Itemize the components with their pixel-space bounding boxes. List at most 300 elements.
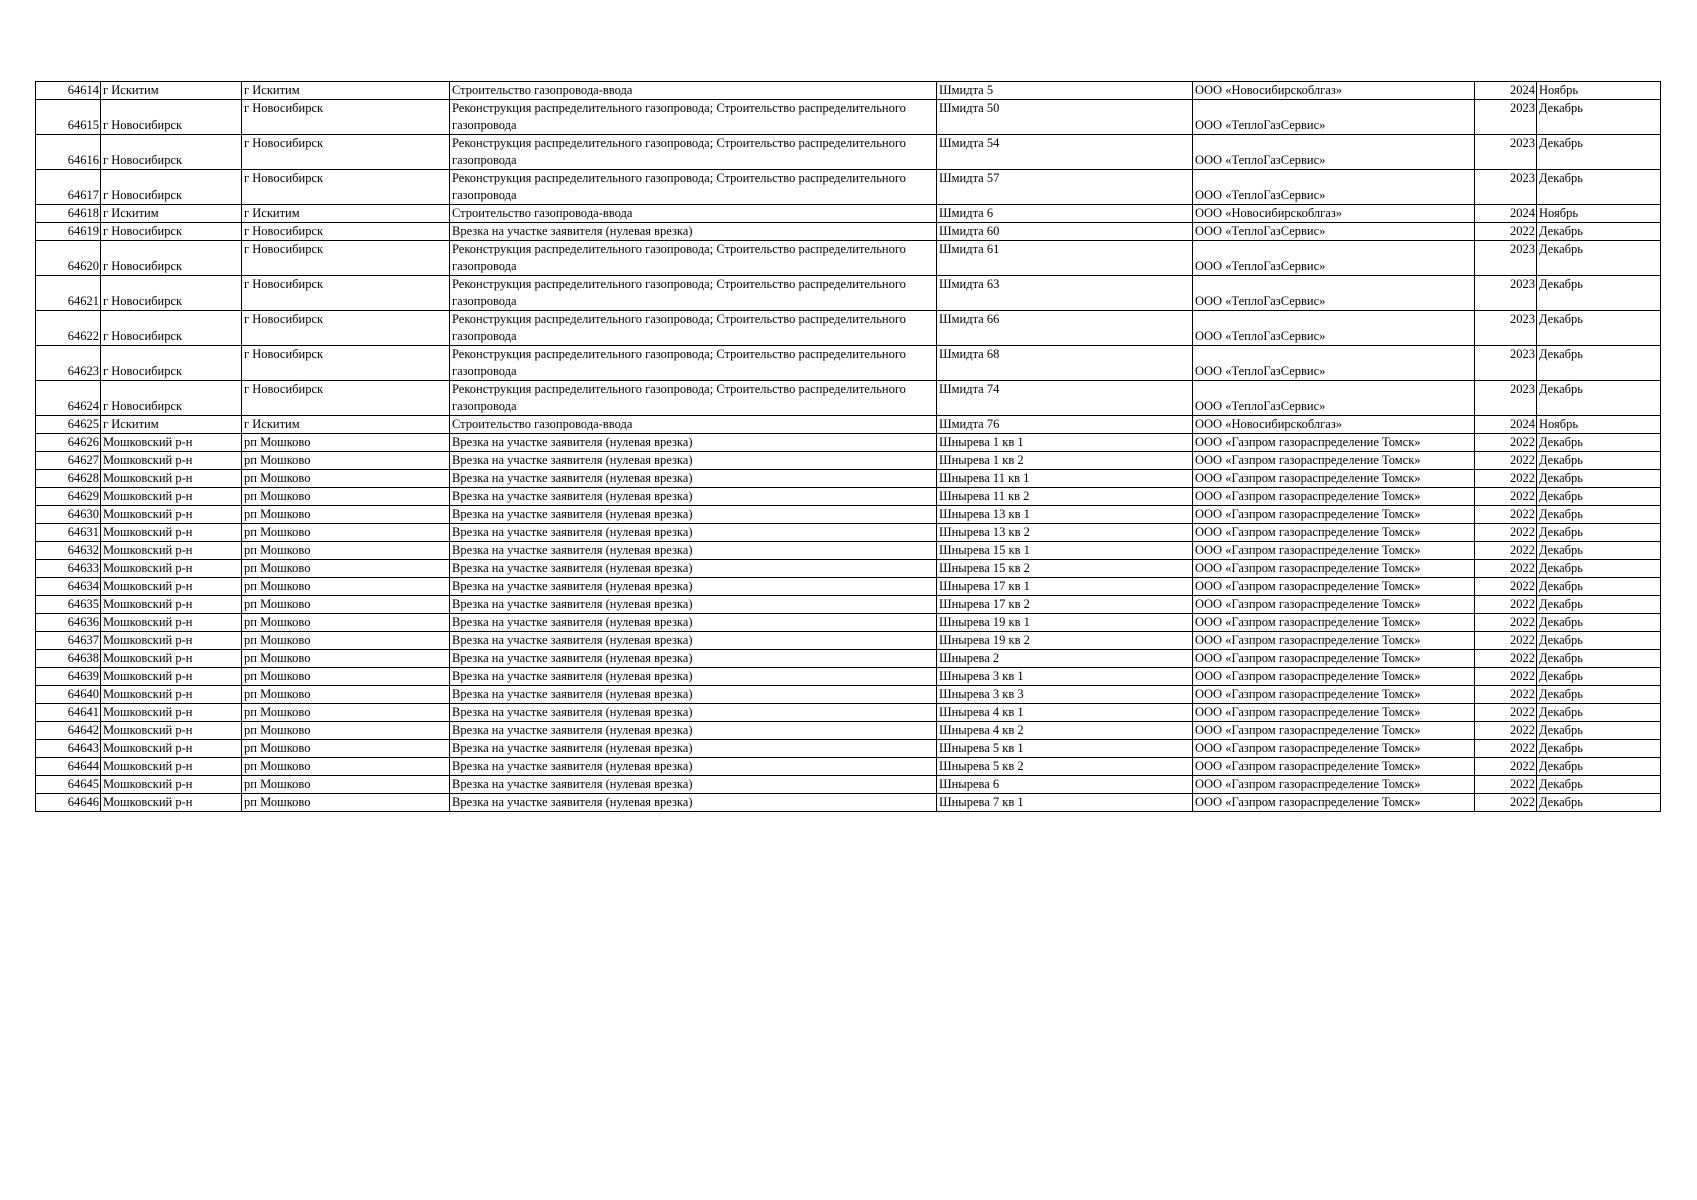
organization-cell: ООО «Газпром газораспределение Томск» <box>1193 740 1475 758</box>
district-cell: Мошковский р-н <box>101 488 242 506</box>
work-type-cell: Врезка на участке заявителя (нулевая врезка) <box>450 542 937 560</box>
settlement-cell: г Новосибирск <box>242 223 450 241</box>
settlement-cell: рп Мошково <box>242 434 450 452</box>
month-cell: Декабрь <box>1537 223 1661 241</box>
address-cell: Шнырева 7 кв 1 <box>937 794 1193 812</box>
row-id-cell: 64623 <box>36 346 101 381</box>
year-cell: 2022 <box>1475 776 1537 794</box>
district-cell: Мошковский р-н <box>101 434 242 452</box>
table-row <box>36 650 1661 668</box>
month-cell: Декабрь <box>1537 560 1661 578</box>
month-cell: Декабрь <box>1537 434 1661 452</box>
year-cell: 2023 <box>1475 311 1537 346</box>
month-cell: Декабрь <box>1537 776 1661 794</box>
organization-cell: ООО «Газпром газораспределение Томск» <box>1193 632 1475 650</box>
row-id-cell: 64631 <box>36 524 101 542</box>
year-cell: 2024 <box>1475 205 1537 223</box>
address-cell: Шнырева 17 кв 1 <box>937 578 1193 596</box>
address-cell: Шмидта 63 <box>937 276 1193 311</box>
settlement-cell: рп Мошково <box>242 740 450 758</box>
work-type-cell: Врезка на участке заявителя (нулевая врезка) <box>450 434 937 452</box>
row-id-cell: 64614 <box>36 82 101 100</box>
district-cell: Мошковский р-н <box>101 722 242 740</box>
work-type-cell: Врезка на участке заявителя (нулевая врезка) <box>450 223 937 241</box>
organization-cell: ООО «Новосибирскоблгаз» <box>1193 82 1475 100</box>
organization-cell: ООО «Новосибирскоблгаз» <box>1193 205 1475 223</box>
year-cell: 2022 <box>1475 632 1537 650</box>
document-sheet <box>35 81 1660 812</box>
table-row <box>36 542 1661 560</box>
row-id-cell: 64624 <box>36 381 101 416</box>
table-row <box>36 223 1661 241</box>
address-cell: Шнырева 4 кв 1 <box>937 704 1193 722</box>
settlement-cell: рп Мошково <box>242 722 450 740</box>
month-cell: Декабрь <box>1537 100 1661 135</box>
work-type-cell: Врезка на участке заявителя (нулевая врезка) <box>450 524 937 542</box>
district-cell: Мошковский р-н <box>101 614 242 632</box>
row-id-cell: 64620 <box>36 241 101 276</box>
work-type-cell: Реконструкция распределительного газопровода; Строительство распределительного газопровода <box>450 381 937 416</box>
month-cell: Декабрь <box>1537 524 1661 542</box>
address-cell: Шмидта 76 <box>937 416 1193 434</box>
table-row <box>36 560 1661 578</box>
row-id-cell: 64644 <box>36 758 101 776</box>
settlement-cell: г Новосибирск <box>242 135 450 170</box>
table-row <box>36 100 1661 135</box>
year-cell: 2022 <box>1475 470 1537 488</box>
settlement-cell: г Новосибирск <box>242 346 450 381</box>
table-row <box>36 776 1661 794</box>
row-id-cell: 64639 <box>36 668 101 686</box>
settlement-cell: рп Мошково <box>242 758 450 776</box>
year-cell: 2022 <box>1475 542 1537 560</box>
work-type-cell: Строительство газопровода-ввода <box>450 205 937 223</box>
organization-cell: ООО «ТеплоГазСервис» <box>1193 311 1475 346</box>
year-cell: 2022 <box>1475 794 1537 812</box>
organization-cell: ООО «Газпром газораспределение Томск» <box>1193 776 1475 794</box>
work-type-cell: Реконструкция распределительного газопровода; Строительство распределительного газопровода <box>450 311 937 346</box>
address-cell: Шмидта 50 <box>937 100 1193 135</box>
year-cell: 2024 <box>1475 82 1537 100</box>
organization-cell: ООО «Газпром газораспределение Томск» <box>1193 452 1475 470</box>
address-cell: Шнырева 3 кв 1 <box>937 668 1193 686</box>
year-cell: 2022 <box>1475 488 1537 506</box>
row-id-cell: 64619 <box>36 223 101 241</box>
organization-cell: ООО «ТеплоГазСервис» <box>1193 276 1475 311</box>
month-cell: Декабрь <box>1537 381 1661 416</box>
address-cell: Шмидта 57 <box>937 170 1193 205</box>
settlement-cell: г Новосибирск <box>242 100 450 135</box>
settlement-cell: г Новосибирск <box>242 170 450 205</box>
organization-cell: ООО «ТеплоГазСервис» <box>1193 346 1475 381</box>
district-cell: Мошковский р-н <box>101 758 242 776</box>
address-cell: Шнырева 13 кв 1 <box>937 506 1193 524</box>
row-id-cell: 64630 <box>36 506 101 524</box>
year-cell: 2022 <box>1475 704 1537 722</box>
district-cell: Мошковский р-н <box>101 560 242 578</box>
organization-cell: ООО «Газпром газораспределение Томск» <box>1193 560 1475 578</box>
month-cell: Ноябрь <box>1537 416 1661 434</box>
month-cell: Декабрь <box>1537 241 1661 276</box>
table-row <box>36 488 1661 506</box>
row-id-cell: 64621 <box>36 276 101 311</box>
table-row <box>36 241 1661 276</box>
month-cell: Декабрь <box>1537 488 1661 506</box>
work-type-cell: Врезка на участке заявителя (нулевая врезка) <box>450 722 937 740</box>
month-cell: Декабрь <box>1537 276 1661 311</box>
district-cell: Мошковский р-н <box>101 452 242 470</box>
table-row <box>36 686 1661 704</box>
district-cell: г Искитим <box>101 416 242 434</box>
organization-cell: ООО «Газпром газораспределение Томск» <box>1193 596 1475 614</box>
row-id-cell: 64640 <box>36 686 101 704</box>
table-row <box>36 205 1661 223</box>
organization-cell: ООО «ТеплоГазСервис» <box>1193 381 1475 416</box>
organization-cell: ООО «Газпром газораспределение Томск» <box>1193 506 1475 524</box>
work-type-cell: Врезка на участке заявителя (нулевая врезка) <box>450 470 937 488</box>
district-cell: Мошковский р-н <box>101 632 242 650</box>
address-cell: Шнырева 13 кв 2 <box>937 524 1193 542</box>
district-cell: Мошковский р-н <box>101 524 242 542</box>
work-type-cell: Строительство газопровода-ввода <box>450 416 937 434</box>
settlement-cell: г Новосибирск <box>242 276 450 311</box>
address-cell: Шмидта 60 <box>937 223 1193 241</box>
row-id-cell: 64634 <box>36 578 101 596</box>
table-row <box>36 794 1661 812</box>
organization-cell: ООО «Газпром газораспределение Томск» <box>1193 704 1475 722</box>
row-id-cell: 64616 <box>36 135 101 170</box>
table-row <box>36 452 1661 470</box>
year-cell: 2023 <box>1475 100 1537 135</box>
organization-cell: ООО «Газпром газораспределение Томск» <box>1193 722 1475 740</box>
year-cell: 2022 <box>1475 524 1537 542</box>
settlement-cell: рп Мошково <box>242 668 450 686</box>
month-cell: Декабрь <box>1537 578 1661 596</box>
row-id-cell: 64638 <box>36 650 101 668</box>
work-type-cell: Реконструкция распределительного газопровода; Строительство распределительного газопровода <box>450 346 937 381</box>
month-cell: Декабрь <box>1537 170 1661 205</box>
district-cell: г Новосибирск <box>101 170 242 205</box>
address-cell: Шмидта 74 <box>937 381 1193 416</box>
district-cell: г Новосибирск <box>101 276 242 311</box>
address-cell: Шнырева 1 кв 1 <box>937 434 1193 452</box>
settlement-cell: рп Мошково <box>242 686 450 704</box>
organization-cell: ООО «Газпром газораспределение Томск» <box>1193 614 1475 632</box>
work-type-cell: Врезка на участке заявителя (нулевая врезка) <box>450 740 937 758</box>
month-cell: Декабрь <box>1537 506 1661 524</box>
month-cell: Декабрь <box>1537 470 1661 488</box>
settlement-cell: г Искитим <box>242 416 450 434</box>
year-cell: 2023 <box>1475 381 1537 416</box>
table-row <box>36 346 1661 381</box>
address-cell: Шнырева 15 кв 1 <box>937 542 1193 560</box>
month-cell: Декабрь <box>1537 758 1661 776</box>
district-cell: г Новосибирск <box>101 100 242 135</box>
district-cell: Мошковский р-н <box>101 704 242 722</box>
table-row <box>36 668 1661 686</box>
district-cell: Мошковский р-н <box>101 578 242 596</box>
organization-cell: ООО «ТеплоГазСервис» <box>1193 100 1475 135</box>
district-cell: Мошковский р-н <box>101 506 242 524</box>
organization-cell: ООО «Газпром газораспределение Томск» <box>1193 470 1475 488</box>
address-cell: Шмидта 6 <box>937 205 1193 223</box>
district-cell: г Искитим <box>101 82 242 100</box>
table-row <box>36 596 1661 614</box>
table-row <box>36 276 1661 311</box>
row-id-cell: 64637 <box>36 632 101 650</box>
month-cell: Декабрь <box>1537 740 1661 758</box>
month-cell: Декабрь <box>1537 346 1661 381</box>
row-id-cell: 64629 <box>36 488 101 506</box>
work-type-cell: Врезка на участке заявителя (нулевая врезка) <box>450 452 937 470</box>
settlement-cell: рп Мошково <box>242 578 450 596</box>
work-type-cell: Врезка на участке заявителя (нулевая врезка) <box>450 650 937 668</box>
row-id-cell: 64645 <box>36 776 101 794</box>
row-id-cell: 64625 <box>36 416 101 434</box>
table-row <box>36 434 1661 452</box>
district-cell: г Новосибирск <box>101 223 242 241</box>
organization-cell: ООО «ТеплоГазСервис» <box>1193 170 1475 205</box>
district-cell: Мошковский р-н <box>101 776 242 794</box>
year-cell: 2022 <box>1475 686 1537 704</box>
settlement-cell: рп Мошково <box>242 704 450 722</box>
address-cell: Шмидта 5 <box>937 82 1193 100</box>
work-type-cell: Врезка на участке заявителя (нулевая врезка) <box>450 794 937 812</box>
work-type-cell: Врезка на участке заявителя (нулевая врезка) <box>450 596 937 614</box>
work-type-cell: Врезка на участке заявителя (нулевая врезка) <box>450 704 937 722</box>
settlement-cell: рп Мошково <box>242 596 450 614</box>
district-cell: Мошковский р-н <box>101 794 242 812</box>
district-cell: г Новосибирск <box>101 346 242 381</box>
district-cell: Мошковский р-н <box>101 740 242 758</box>
district-cell: Мошковский р-н <box>101 470 242 488</box>
district-cell: г Новосибирск <box>101 381 242 416</box>
address-cell: Шмидта 61 <box>937 241 1193 276</box>
row-id-cell: 64633 <box>36 560 101 578</box>
month-cell: Декабрь <box>1537 614 1661 632</box>
year-cell: 2023 <box>1475 241 1537 276</box>
month-cell: Декабрь <box>1537 596 1661 614</box>
table-row <box>36 632 1661 650</box>
district-cell: г Новосибирск <box>101 135 242 170</box>
row-id-cell: 64646 <box>36 794 101 812</box>
address-cell: Шнырева 15 кв 2 <box>937 560 1193 578</box>
organization-cell: ООО «Новосибирскоблгаз» <box>1193 416 1475 434</box>
table-row <box>36 524 1661 542</box>
year-cell: 2024 <box>1475 416 1537 434</box>
work-type-cell: Врезка на участке заявителя (нулевая врезка) <box>450 758 937 776</box>
work-type-cell: Реконструкция распределительного газопровода; Строительство распределительного газопровода <box>450 135 937 170</box>
row-id-cell: 64622 <box>36 311 101 346</box>
year-cell: 2022 <box>1475 758 1537 776</box>
year-cell: 2022 <box>1475 434 1537 452</box>
table-row <box>36 381 1661 416</box>
year-cell: 2022 <box>1475 650 1537 668</box>
settlement-cell: рп Мошково <box>242 524 450 542</box>
gasification-table <box>35 81 1661 812</box>
table-row <box>36 578 1661 596</box>
row-id-cell: 64617 <box>36 170 101 205</box>
month-cell: Декабрь <box>1537 452 1661 470</box>
work-type-cell: Реконструкция распределительного газопровода; Строительство распределительного газопровода <box>450 241 937 276</box>
work-type-cell: Реконструкция распределительного газопровода; Строительство распределительного газопровода <box>450 276 937 311</box>
year-cell: 2022 <box>1475 722 1537 740</box>
settlement-cell: рп Мошково <box>242 560 450 578</box>
month-cell: Декабрь <box>1537 686 1661 704</box>
table-row <box>36 311 1661 346</box>
district-cell: г Новосибирск <box>101 311 242 346</box>
organization-cell: ООО «Газпром газораспределение Томск» <box>1193 488 1475 506</box>
work-type-cell: Врезка на участке заявителя (нулевая врезка) <box>450 578 937 596</box>
address-cell: Шмидта 54 <box>937 135 1193 170</box>
month-cell: Декабрь <box>1537 668 1661 686</box>
address-cell: Шнырева 19 кв 2 <box>937 632 1193 650</box>
address-cell: Шнырева 3 кв 3 <box>937 686 1193 704</box>
district-cell: г Искитим <box>101 205 242 223</box>
table-row <box>36 82 1661 100</box>
organization-cell: ООО «ТеплоГазСервис» <box>1193 135 1475 170</box>
row-id-cell: 64636 <box>36 614 101 632</box>
row-id-cell: 64642 <box>36 722 101 740</box>
organization-cell: ООО «ТеплоГазСервис» <box>1193 223 1475 241</box>
month-cell: Ноябрь <box>1537 82 1661 100</box>
organization-cell: ООО «Газпром газораспределение Томск» <box>1193 794 1475 812</box>
work-type-cell: Строительство газопровода-ввода <box>450 82 937 100</box>
settlement-cell: г Новосибирск <box>242 241 450 276</box>
work-type-cell: Врезка на участке заявителя (нулевая врезка) <box>450 776 937 794</box>
month-cell: Декабрь <box>1537 704 1661 722</box>
month-cell: Ноябрь <box>1537 205 1661 223</box>
year-cell: 2022 <box>1475 560 1537 578</box>
settlement-cell: г Новосибирск <box>242 311 450 346</box>
row-id-cell: 64628 <box>36 470 101 488</box>
district-cell: Мошковский р-н <box>101 686 242 704</box>
year-cell: 2022 <box>1475 506 1537 524</box>
work-type-cell: Врезка на участке заявителя (нулевая врезка) <box>450 686 937 704</box>
month-cell: Декабрь <box>1537 632 1661 650</box>
year-cell: 2023 <box>1475 135 1537 170</box>
settlement-cell: г Искитим <box>242 82 450 100</box>
organization-cell: ООО «Газпром газораспределение Томск» <box>1193 542 1475 560</box>
table-row <box>36 506 1661 524</box>
work-type-cell: Реконструкция распределительного газопровода; Строительство распределительного газопровода <box>450 170 937 205</box>
settlement-cell: рп Мошково <box>242 452 450 470</box>
district-cell: Мошковский р-н <box>101 596 242 614</box>
settlement-cell: рп Мошково <box>242 506 450 524</box>
table-row <box>36 740 1661 758</box>
table-row <box>36 416 1661 434</box>
address-cell: Шнырева 19 кв 1 <box>937 614 1193 632</box>
year-cell: 2022 <box>1475 578 1537 596</box>
row-id-cell: 64641 <box>36 704 101 722</box>
table-row <box>36 758 1661 776</box>
month-cell: Декабрь <box>1537 722 1661 740</box>
table-row <box>36 470 1661 488</box>
settlement-cell: рп Мошково <box>242 614 450 632</box>
organization-cell: ООО «Газпром газораспределение Томск» <box>1193 578 1475 596</box>
address-cell: Шнырева 1 кв 2 <box>937 452 1193 470</box>
row-id-cell: 64626 <box>36 434 101 452</box>
work-type-cell: Врезка на участке заявителя (нулевая врезка) <box>450 560 937 578</box>
settlement-cell: г Новосибирск <box>242 381 450 416</box>
work-type-cell: Врезка на участке заявителя (нулевая врезка) <box>450 506 937 524</box>
settlement-cell: рп Мошково <box>242 776 450 794</box>
settlement-cell: рп Мошково <box>242 470 450 488</box>
settlement-cell: рп Мошково <box>242 542 450 560</box>
row-id-cell: 64615 <box>36 100 101 135</box>
row-id-cell: 64632 <box>36 542 101 560</box>
district-cell: Мошковский р-н <box>101 668 242 686</box>
settlement-cell: рп Мошково <box>242 488 450 506</box>
organization-cell: ООО «Газпром газораспределение Томск» <box>1193 686 1475 704</box>
table-row <box>36 135 1661 170</box>
organization-cell: ООО «Газпром газораспределение Томск» <box>1193 434 1475 452</box>
settlement-cell: рп Мошково <box>242 794 450 812</box>
table-row <box>36 704 1661 722</box>
organization-cell: ООО «Газпром газораспределение Томск» <box>1193 758 1475 776</box>
year-cell: 2023 <box>1475 170 1537 205</box>
address-cell: Шнырева 11 кв 2 <box>937 488 1193 506</box>
month-cell: Декабрь <box>1537 542 1661 560</box>
settlement-cell: рп Мошково <box>242 632 450 650</box>
table-row <box>36 614 1661 632</box>
month-cell: Декабрь <box>1537 650 1661 668</box>
year-cell: 2022 <box>1475 452 1537 470</box>
district-cell: Мошковский р-н <box>101 650 242 668</box>
year-cell: 2022 <box>1475 614 1537 632</box>
address-cell: Шнырева 2 <box>937 650 1193 668</box>
address-cell: Шнырева 11 кв 1 <box>937 470 1193 488</box>
year-cell: 2022 <box>1475 668 1537 686</box>
work-type-cell: Реконструкция распределительного газопровода; Строительство распределительного газопровода <box>450 100 937 135</box>
address-cell: Шнырева 4 кв 2 <box>937 722 1193 740</box>
district-cell: Мошковский р-н <box>101 542 242 560</box>
address-cell: Шнырева 5 кв 1 <box>937 740 1193 758</box>
address-cell: Шмидта 66 <box>937 311 1193 346</box>
settlement-cell: г Искитим <box>242 205 450 223</box>
month-cell: Декабрь <box>1537 794 1661 812</box>
month-cell: Декабрь <box>1537 135 1661 170</box>
year-cell: 2022 <box>1475 740 1537 758</box>
row-id-cell: 64643 <box>36 740 101 758</box>
organization-cell: ООО «Газпром газораспределение Томск» <box>1193 650 1475 668</box>
month-cell: Декабрь <box>1537 311 1661 346</box>
year-cell: 2023 <box>1475 276 1537 311</box>
year-cell: 2022 <box>1475 596 1537 614</box>
settlement-cell: рп Мошково <box>242 650 450 668</box>
organization-cell: ООО «Газпром газораспределение Томск» <box>1193 524 1475 542</box>
work-type-cell: Врезка на участке заявителя (нулевая врезка) <box>450 668 937 686</box>
work-type-cell: Врезка на участке заявителя (нулевая врезка) <box>450 614 937 632</box>
work-type-cell: Врезка на участке заявителя (нулевая врезка) <box>450 632 937 650</box>
year-cell: 2022 <box>1475 223 1537 241</box>
table-body <box>36 82 1661 812</box>
year-cell: 2023 <box>1475 346 1537 381</box>
work-type-cell: Врезка на участке заявителя (нулевая врезка) <box>450 488 937 506</box>
address-cell: Шнырева 6 <box>937 776 1193 794</box>
address-cell: Шнырева 17 кв 2 <box>937 596 1193 614</box>
table-row <box>36 170 1661 205</box>
table-row <box>36 722 1661 740</box>
address-cell: Шнырева 5 кв 2 <box>937 758 1193 776</box>
district-cell: г Новосибирск <box>101 241 242 276</box>
row-id-cell: 64635 <box>36 596 101 614</box>
row-id-cell: 64618 <box>36 205 101 223</box>
organization-cell: ООО «Газпром газораспределение Томск» <box>1193 668 1475 686</box>
organization-cell: ООО «ТеплоГазСервис» <box>1193 241 1475 276</box>
row-id-cell: 64627 <box>36 452 101 470</box>
address-cell: Шмидта 68 <box>937 346 1193 381</box>
